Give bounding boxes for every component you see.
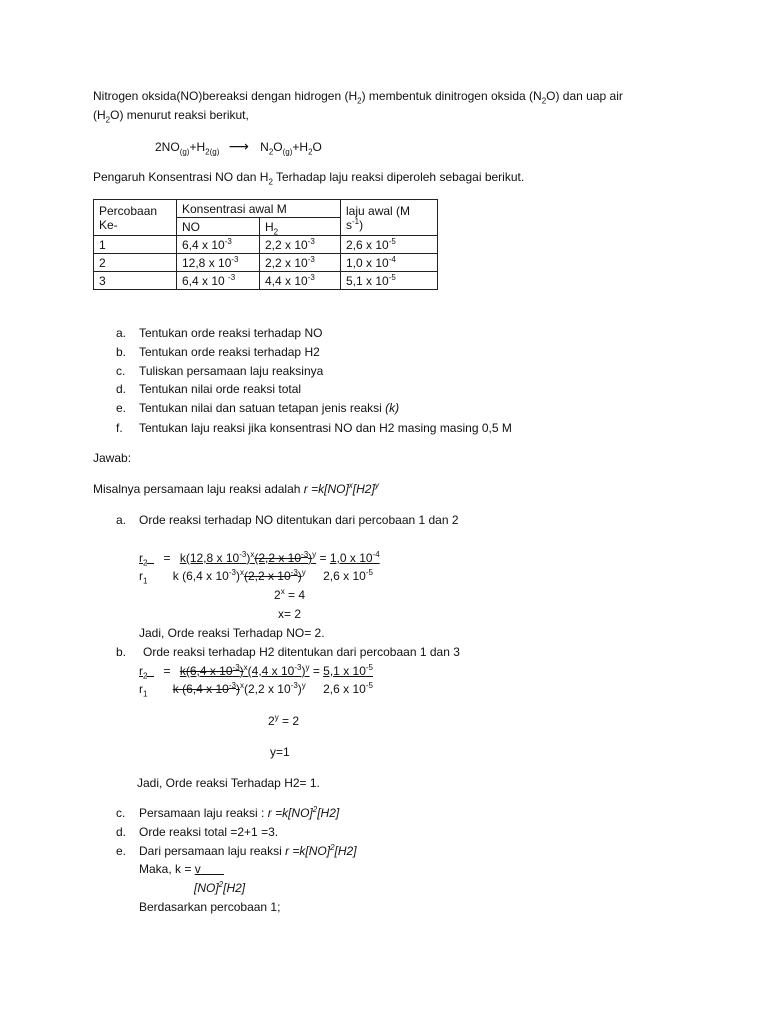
- superscript: -3: [228, 568, 236, 577]
- expr: k(12,8 x 10: [179, 551, 240, 565]
- superscript: -3: [294, 663, 302, 672]
- superscript: x: [239, 681, 244, 690]
- numerator-expression: [180, 664, 310, 678]
- expr: [NO]: [194, 881, 219, 895]
- reaction-arrow-icon: ⟶: [228, 138, 249, 154]
- cell-h2: [260, 272, 341, 290]
- ratio-r2: [139, 664, 154, 681]
- ratio-numerator-b: [139, 663, 373, 679]
- table-row: [94, 272, 438, 290]
- superscript: -3: [224, 236, 232, 246]
- cell-rate: [341, 272, 438, 290]
- cancelled-term: [244, 569, 302, 583]
- cell-h2: [260, 254, 341, 272]
- question-text: Tentukan nilai orde reaksi total: [139, 382, 302, 396]
- superscript: -3: [307, 254, 315, 264]
- superscript: x: [243, 663, 248, 672]
- answer-text: Dari persamaan laju reaksi: [139, 844, 286, 858]
- table-row: [94, 254, 438, 272]
- subscript: 2(g): [205, 147, 220, 157]
- cancelled-term: [180, 664, 244, 678]
- question-text-italic: (k): [385, 401, 400, 415]
- question-label: b.: [116, 345, 127, 359]
- equals-sign: =: [309, 664, 324, 678]
- answer-rate-law: [139, 843, 357, 859]
- question-label: e.: [116, 401, 127, 415]
- table-header-row: [94, 200, 438, 218]
- cell-value: 6,4 x 10: [182, 237, 225, 252]
- cell-rate: [341, 254, 438, 272]
- subscript: 2: [268, 147, 274, 157]
- subscript: 2: [357, 96, 362, 106]
- superscript: -3: [228, 272, 236, 282]
- superscript: -4: [372, 550, 380, 559]
- expr: 2: [274, 588, 281, 602]
- cell-value: 5,1 x 10: [346, 273, 389, 288]
- question-label: f.: [116, 421, 123, 435]
- rate-law: [H2]: [317, 806, 340, 820]
- cell-value: 6,4 x 10: [182, 273, 229, 288]
- conclusion-a: Jadi, Orde reaksi Terhadap NO= 2.: [139, 626, 325, 640]
- expr: = 2: [278, 714, 300, 728]
- expr: 1,0 x 10: [329, 551, 373, 565]
- expr: (2,2 x 10: [243, 682, 291, 696]
- superscript: x: [239, 568, 244, 577]
- ratio-denominator-b: [139, 681, 373, 697]
- superscript: y: [274, 713, 279, 722]
- cell-value: 1,0 x 10: [346, 255, 389, 270]
- expr: [H2]: [223, 881, 246, 895]
- power-equation-a: [274, 587, 305, 603]
- answer-label: d.: [116, 825, 127, 839]
- product: O: [273, 140, 283, 154]
- expr: ): [246, 551, 251, 565]
- superscript: y: [374, 481, 379, 490]
- reaction-equation: [155, 138, 322, 155]
- cell-value: 2,2 x 10: [265, 255, 308, 270]
- question-text: Tentukan orde reaksi terhadap NO: [139, 326, 323, 340]
- cell-value: 2,2 x 10: [265, 237, 308, 252]
- intro-text: Nitrogen oksida(NO)bereaksi dengan hidrogen (H: [93, 89, 358, 103]
- answer-text: Misalnya persamaan laju reaksi adalah: [93, 482, 304, 496]
- subscript: 1: [143, 576, 148, 586]
- rate-law: [H2]: [334, 844, 357, 858]
- influence-text: Terhadap laju reaksi diperoleh sebagai berikut.: [272, 170, 525, 184]
- expr: (2,2 x 10: [243, 569, 291, 583]
- superscript: -3: [228, 681, 236, 690]
- cancelled-term: [173, 682, 240, 696]
- expr: k(6,4 x 10: [179, 664, 233, 678]
- superscript: 2: [218, 880, 224, 889]
- expr: ): [235, 682, 240, 696]
- expr: (4,4 x 10: [247, 664, 295, 678]
- subscript: 2: [105, 115, 111, 125]
- header-rate: [341, 200, 438, 236]
- equals-sign: =: [163, 551, 171, 565]
- expr: ): [235, 569, 240, 583]
- subscript: 1: [143, 689, 148, 699]
- subscript: 2: [143, 671, 148, 681]
- superscript: y: [301, 681, 306, 690]
- rate-law: r =k[NO]: [303, 482, 349, 496]
- k-denominator: [194, 880, 245, 896]
- question-text: Tentukan nilai dan satuan tetapan jenis reaksi: [139, 401, 386, 415]
- superscript: -5: [365, 568, 373, 577]
- numerator-value: [323, 664, 373, 678]
- superscript: -5: [365, 663, 373, 672]
- cell-value: 12,8 x 10: [182, 255, 232, 270]
- header-rate-unit: ): [359, 217, 364, 232]
- product: O: [312, 140, 322, 154]
- expr: = 4: [284, 588, 306, 602]
- intro-text: ) membentuk dinitrogen oksida (N: [361, 89, 542, 103]
- subscript: 2: [308, 147, 313, 157]
- subscript: 2: [143, 558, 148, 568]
- conclusion-b: Jadi, Orde reaksi Terhadap H2= 1.: [137, 776, 320, 790]
- question-label: d.: [116, 382, 127, 396]
- numerator-value: [330, 551, 380, 565]
- intro-text: O) dan uap air: [546, 89, 623, 103]
- cell-experiment: 1: [94, 236, 177, 254]
- k-expression: [139, 861, 224, 877]
- superscript: -3: [239, 550, 247, 559]
- cell-h2: [260, 236, 341, 254]
- symbol: r: [139, 551, 143, 565]
- expr: ): [308, 551, 313, 565]
- expr: (2,2 x 10: [254, 551, 302, 565]
- superscript: -5: [388, 236, 396, 246]
- superscript: 2: [312, 805, 318, 814]
- answer-rate-law: [139, 805, 339, 821]
- influence-text: Pengaruh Konsentrasi NO dan H: [93, 170, 269, 184]
- question-label: c.: [116, 364, 126, 378]
- cell-value: 4,4 x 10: [265, 273, 308, 288]
- result-y: y=1: [270, 745, 290, 759]
- concentration-table: [93, 199, 438, 290]
- symbol: r: [139, 682, 143, 696]
- superscript: y: [312, 550, 317, 559]
- numerator-expression: [180, 551, 316, 565]
- superscript: -3: [231, 254, 239, 264]
- answer-label: a.: [116, 513, 127, 527]
- superscript: -4: [388, 254, 396, 264]
- question-text-wrap: [139, 400, 399, 416]
- answer-heading: Jawab:: [93, 451, 132, 465]
- cell-rate: [341, 236, 438, 254]
- header-concentration: Konsentrasi awal M: [177, 200, 341, 218]
- answer-text: Orde reaksi total =2+1 =3.: [139, 825, 279, 839]
- intro-line-2: [93, 107, 249, 123]
- superscript: -5: [388, 272, 396, 282]
- header-rate-label: laju awal (M: [346, 203, 411, 218]
- equals-sign: =: [163, 664, 171, 678]
- answer-text: Maka, k =: [139, 862, 195, 876]
- product: +H: [292, 140, 309, 154]
- expr: ): [297, 682, 302, 696]
- superscript: -3: [307, 272, 315, 282]
- table-row: [94, 236, 438, 254]
- subscript: 2: [273, 226, 279, 236]
- expr: ): [239, 664, 244, 678]
- ratio-numerator-a: [139, 550, 380, 566]
- answer-label: c.: [116, 806, 126, 820]
- superscript: -5: [365, 681, 373, 690]
- rate-law: r =k[NO]: [267, 806, 313, 820]
- answer-text: Orde reaksi terhadap H2 ditentukan dari percobaan 1 dan 3: [143, 645, 460, 659]
- subscript: 2: [268, 177, 273, 187]
- superscript: -3: [301, 550, 309, 559]
- equals-sign: =: [316, 551, 330, 565]
- cell-no: [177, 272, 260, 290]
- expr: ): [301, 664, 306, 678]
- answer-label: e.: [116, 844, 127, 858]
- expr: ): [297, 569, 302, 583]
- cell-no: [177, 236, 260, 254]
- superscript: x: [348, 481, 353, 490]
- header-h2: [260, 218, 341, 236]
- k-numerator: [195, 862, 224, 876]
- expr: v: [194, 862, 201, 876]
- cell-value: 2,6 x 10: [346, 237, 389, 252]
- intro-text: (H: [93, 108, 106, 122]
- header-rate-label: [346, 218, 432, 232]
- subscript: 2: [541, 96, 547, 106]
- question-text: Tuliskan persamaan laju reaksinya: [139, 364, 324, 378]
- reactant: +H: [189, 140, 206, 154]
- intro-text: O) menurut reaksi berikut,: [110, 108, 249, 122]
- ratio-r2: [139, 551, 154, 568]
- answer-label: b.: [116, 645, 127, 659]
- expr: 2: [268, 714, 275, 728]
- superscript: -3: [307, 236, 315, 246]
- superscript: -3: [290, 681, 298, 690]
- expr: k (6,4 x 10: [172, 569, 229, 583]
- cell-experiment: 3: [94, 272, 177, 290]
- header-rate-unit: s: [346, 217, 352, 232]
- header-no: NO: [177, 218, 260, 236]
- answer-text: Orde reaksi terhadap NO ditentukan dari percobaan 1 dan 2: [139, 513, 459, 527]
- subscript: (g): [179, 147, 190, 157]
- superscript: y: [301, 568, 306, 577]
- result-x: x= 2: [278, 607, 302, 621]
- expr: 2,6 x 10: [323, 569, 366, 583]
- question-text: Tentukan laju reaksi jika konsentrasi NO dan H2 masing masing 0,5 M: [139, 421, 512, 435]
- intro-line-1: [93, 88, 623, 104]
- symbol: r: [139, 569, 143, 583]
- expr: 2,6 x 10: [323, 682, 366, 696]
- answer-text: Persamaan laju reaksi :: [139, 806, 268, 820]
- ratio-denominator-a: [139, 568, 373, 584]
- superscript: 2: [330, 843, 335, 852]
- header-experiment-label: Ke-: [99, 217, 118, 232]
- reactant: 2NO: [155, 140, 180, 154]
- rate-law: [H2]: [352, 482, 375, 496]
- header-h2-label: H: [265, 219, 274, 234]
- product: N: [260, 140, 269, 154]
- superscript: x: [280, 587, 285, 596]
- rate-law: r =k[NO]: [285, 844, 331, 858]
- cancelled-term: [254, 551, 312, 565]
- superscript: x: [250, 550, 255, 559]
- cell-experiment: 2: [94, 254, 177, 272]
- header-experiment: [94, 200, 177, 236]
- answer-text: Berdasarkan percobaan 1;: [139, 900, 281, 914]
- superscript: -1: [352, 216, 360, 226]
- expr: 5,1 x 10: [323, 664, 366, 678]
- superscript: -3: [232, 663, 240, 672]
- cell-no: [177, 254, 260, 272]
- expr: k (6,4 x 10: [172, 682, 229, 696]
- header-experiment-label: Percobaan: [99, 203, 158, 218]
- influence-sentence: [93, 169, 524, 185]
- subscript: (g): [282, 147, 293, 157]
- power-equation-b: [268, 713, 299, 729]
- superscript: y: [305, 663, 310, 672]
- question-label: a.: [116, 326, 127, 340]
- symbol: r: [139, 664, 143, 678]
- question-text: Tentukan orde reaksi terhadap H2: [139, 345, 320, 359]
- superscript: -3: [290, 568, 298, 577]
- answer-suppose: [93, 481, 379, 497]
